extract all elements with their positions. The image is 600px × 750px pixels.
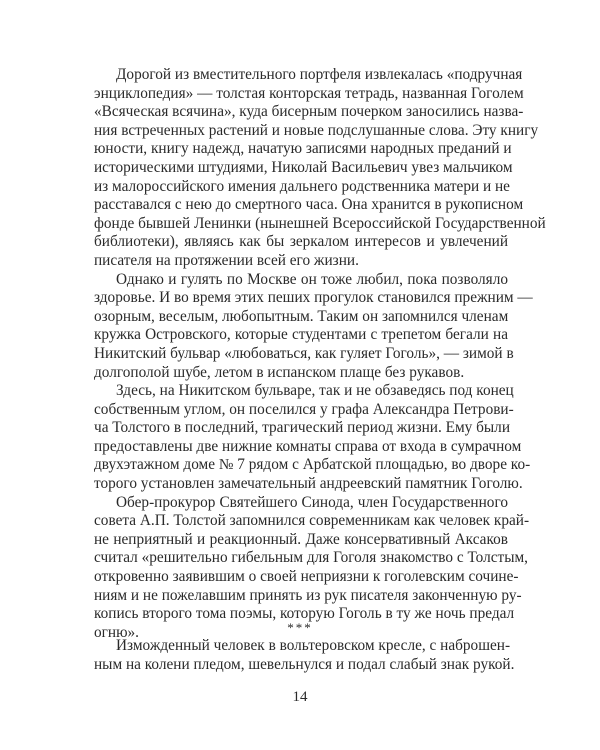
- text-line: историческими штудиями, Николай Васильевич увез мальчиком: [94, 158, 513, 176]
- text-line: Никитский бульвар «любоваться, как гуляет Гоголь», — зимой в: [94, 344, 514, 362]
- text-line: из малороссийского имения дальнего родственника матери и не: [94, 177, 510, 195]
- text-line: здоровье. И во время этих пеших прогулок становился прежним —: [94, 289, 533, 307]
- text-line: юности, книгу надежд, начатую записями народных преданий и: [94, 140, 512, 158]
- text-line: копись второго тома поэмы, которую Гоголь в ту же ночь предал: [94, 605, 515, 623]
- body-text: [94, 66, 546, 642]
- text-line: «Всяческая всячина», куда бисерным почерком заносились назва-: [94, 103, 524, 121]
- text-line: ниям и не пожелавшим принять из рук писателя законченную ру-: [94, 586, 522, 604]
- text-line: огню».: [94, 623, 140, 641]
- text-line: торого установлен замечательный андреевский памятник Гоголю.: [94, 475, 523, 493]
- paragraph-1: [94, 66, 546, 271]
- text-line: долгополой шубе, летом в испанском плаще без рукавов.: [94, 363, 465, 381]
- text-line: энциклопедия» — толстая конторская тетрадь, названная Гоголем: [94, 84, 524, 102]
- closing-paragraph: [94, 637, 515, 674]
- text-line: ным на колени пледом, шевельнулся и подал слабый знак рукой.: [94, 655, 515, 673]
- text-line: считал «решительно гибельным для Гоголя знакомство с Толстым,: [94, 549, 528, 567]
- text-line: собственным углом, он поселился у графа Александра Петрови-: [94, 400, 514, 418]
- section-separator: ***: [287, 620, 313, 635]
- text-line: Однако и гулять по Москве он тоже любил, пока позволяло: [116, 270, 508, 288]
- text-line: озорным, веселым, любопытным. Таким он запомнился членам: [94, 307, 509, 325]
- paragraph-3: [94, 382, 531, 494]
- text-line: Здесь, на Никитском бульваре, так и не обзаведясь под конец: [116, 382, 514, 400]
- text-line: откровенно заявившим о своей неприязни к гоголевским сочине-: [94, 568, 519, 586]
- text-line: Обер-прокурор Святейшего Синода, член Государственного: [116, 493, 508, 511]
- text-line: не неприятный и реакционный. Даже консервативный Аксаков: [94, 530, 508, 548]
- text-line: фонде бывшей Ленинки (нынешней Всероссийской Государственной: [94, 214, 546, 232]
- text-line: совета А.П. Толстой запомнился современникам как человек край-: [94, 512, 530, 530]
- text-line: писателя на протяжении всей его жизни.: [94, 251, 359, 269]
- text-line: расставался с нею до смертного часа. Она хранится в рукописном: [94, 196, 524, 214]
- text-line: предоставлены две нижние комнаты справа от входа в сумрачном: [94, 437, 522, 455]
- text-line: двухэтажном доме № 7 рядом с Арбатской площадью, во дворе ко-: [94, 456, 531, 474]
- text-line: ча Толстого в последний, трагический период жизни. Ему были: [94, 419, 511, 437]
- text-line: ния встреченных растений и новые подслушанные слова. Эту книгу: [94, 121, 539, 139]
- text-line: кружка Островского, которые студентами с трепетом бегали на: [94, 326, 508, 344]
- text-line: Изможденный человек в вольтеровском кресле, с наброшен-: [116, 637, 511, 654]
- text-line: библиотеки), являясь как бы зеркалом интересов и увлечений: [94, 233, 508, 251]
- page-number: 14: [292, 689, 308, 705]
- paragraph-2: [94, 270, 533, 383]
- text-line: Дорогой из вместительного портфеля извлекалась «подручная: [116, 66, 523, 83]
